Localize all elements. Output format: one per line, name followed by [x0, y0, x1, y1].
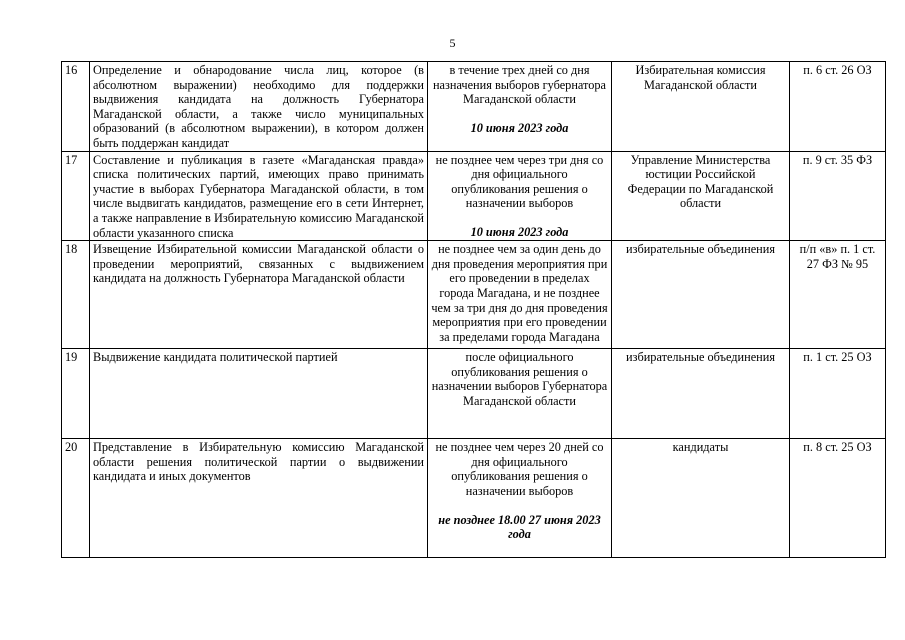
- row-action: Извещение Избирательной комиссии Магаданской области о проведении мероприятий, связанных с выдвижением кандидата на должность Губернатора Магаданской области: [90, 241, 428, 349]
- row-term: [428, 349, 612, 439]
- row-number: 18: [62, 241, 90, 349]
- row-term: [428, 62, 612, 152]
- row-responsible: Управление Министерства юстиции Российской Федерации по Магаданской области: [612, 151, 790, 241]
- row-reference: п. 9 ст. 35 ФЗ: [790, 151, 886, 241]
- row-term: [428, 439, 612, 558]
- row-number: 17: [62, 151, 90, 241]
- row-responsible: Избирательная комиссия Магаданской области: [612, 62, 790, 152]
- row-term: [428, 241, 612, 349]
- row-reference: п/п «в» п. 1 ст. 27 ФЗ № 95: [790, 241, 886, 349]
- row-term: [428, 151, 612, 241]
- row-number: 20: [62, 439, 90, 558]
- row-reference: п. 8 ст. 25 ОЗ: [790, 439, 886, 558]
- schedule-table: [61, 61, 886, 558]
- row-responsible: избирательные объединения: [612, 349, 790, 439]
- row-term-text: после официального опубликования решения о назначении выборов Губернатора Магаданской области: [431, 350, 608, 408]
- row-action: Составление и публикация в газете «Магаданская правда» списка политических партий, имеющих право принимать участие в выборах Губернатора Магаданской области, в том числе выдвигать кандидатов, размещение его в сети Интернет, а также направление в Избирательную комиссию Магаданской области указанного списка: [90, 151, 428, 241]
- row-responsible: избирательные объединения: [612, 241, 790, 349]
- table-row: [62, 151, 886, 241]
- row-action: Определение и обнародование числа лиц, которое (в абсолютном выражении) необходимо для поддержки выдвижения кандидата на должность Губернатора Магаданской области, а также число муниципальных образований (в абсолютном выражении), в котором должен быть поддержан кандидат: [90, 62, 428, 152]
- row-term-date: 10 июня 2023 года: [470, 224, 569, 239]
- row-term-text: в течение трех дней со дня назначения выборов губернатора Магаданской области: [432, 63, 607, 107]
- row-term-text: не позднее чем за один день до дня проведения мероприятия при его проведении в пределах города Магадана, и не позднее чем за три дня до дня проведения мероприятия при его проведении за пределами города Магадана: [431, 242, 608, 344]
- row-responsible: кандидаты: [612, 439, 790, 558]
- table-row: [62, 439, 886, 558]
- row-action: Представление в Избирательную комиссию Магаданской области решения политической партии о выдвижении кандидата и иных документов: [90, 439, 428, 558]
- row-reference: п. 1 ст. 25 ОЗ: [790, 349, 886, 439]
- table-row: [62, 241, 886, 349]
- row-reference: п. 6 ст. 26 ОЗ: [790, 62, 886, 152]
- row-term-text: не позднее чем через три дня со дня официального опубликования решения о назначении выборов: [435, 152, 604, 211]
- row-term-text: не позднее чем через 20 дней со дня официального опубликования решения о назначении выборов: [435, 440, 604, 498]
- row-number: 19: [62, 349, 90, 439]
- row-term-date: не позднее 18.00 27 июня 2023 года: [438, 512, 601, 542]
- page-number: 5: [449, 36, 456, 50]
- table-row: [62, 62, 886, 152]
- row-number: 16: [62, 62, 90, 152]
- row-term-date: 10 июня 2023 года: [470, 120, 569, 135]
- table-row: [62, 349, 886, 439]
- row-action: Выдвижение кандидата политической партией: [90, 349, 428, 439]
